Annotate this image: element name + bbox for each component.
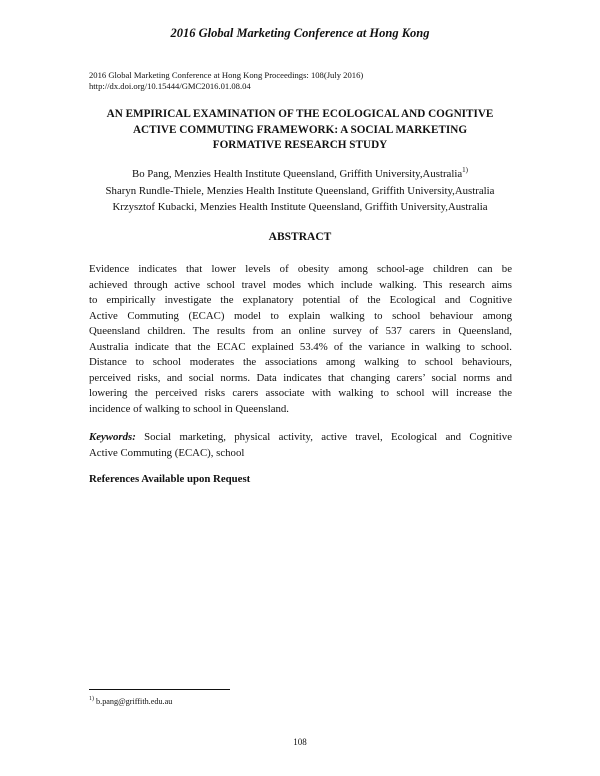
abstract-line: Evidence indicates that lower levels of obesity among school-age children can be [89, 263, 512, 275]
title-line: AN EMPIRICAL EXAMINATION OF THE ECOLOGICAL AND COGNITIVE [106, 108, 494, 120]
footnote-email: b.pang@griffith.edu.au [96, 697, 173, 706]
footnote [89, 697, 172, 706]
keywords-line [89, 430, 512, 446]
author-line: Krzysztof Kubacki, Menzies Health Institute Queensland, Griffith University,Australia [112, 201, 488, 213]
title-line: ACTIVE COMMUTING FRAMEWORK: A SOCIAL MARKETING [132, 123, 468, 136]
keywords-block [89, 430, 512, 461]
author-list [60, 166, 540, 216]
footnote-marker: 1) [462, 166, 468, 174]
abstract-line: perceived risks, and social norms. Data indicates that changing carers’ social norms and [89, 371, 512, 384]
abstract-line: lowering the perceived risks carers associate with walking to school will increase the [89, 387, 512, 399]
running-header: 2016 Global Marketing Conference at Hong Kong [170, 26, 430, 40]
abstract-line: Queensland children. The results from an online survey of 537 carers in Queensland, [89, 325, 512, 337]
author-affiliation: Bo Pang, Menzies Health Institute Queensland, Griffith University,Australia [132, 168, 463, 180]
keywords-text: Social marketing, physical activity, active travel, Ecological and Cognitive [144, 431, 513, 443]
abstract-line: Active Commuting (ECAC) model to explain walking to school behaviour among [89, 309, 512, 322]
footnote-divider [89, 689, 230, 690]
paper-title [60, 107, 540, 154]
references-note: References Available upon Request [89, 473, 251, 485]
abstract-line: Distance to school moderates the associations among walking to school behaviours, [89, 356, 512, 368]
abstract-line: achieved through active school travel modes which include walking. This research aims [89, 278, 512, 291]
abstract-line: incidence of walking to school in Queensland. [89, 402, 289, 415]
title-line: FORMATIVE RESEARCH STUDY [212, 139, 388, 151]
abstract-body [89, 262, 512, 417]
proceedings-citation: 2016 Global Marketing Conference at Hong Kong Proceedings: 108(July 2016) [89, 70, 364, 80]
abstract-line: Australia indicate that the ECAC explained 53.4% of the variance in walking to school. [89, 340, 512, 353]
abstract-heading: ABSTRACT [268, 231, 332, 243]
keywords-label: Keywords: [89, 431, 136, 443]
author-line [60, 166, 540, 183]
doi-link[interactable]: http://dx.doi.org/10.15444/GMC2016.01.08.04 [89, 81, 251, 91]
author-line: Sharyn Rundle-Thiele, Menzies Health Institute Queensland, Griffith University,Australia [105, 184, 495, 197]
footnote-marker: 1) [89, 696, 94, 702]
abstract-line: to empirically investigate the explanatory potential of the Ecological and Cognitive [89, 294, 512, 306]
page-number: 108 [293, 737, 307, 747]
keywords-line: Active Commuting (ECAC), school [89, 446, 245, 459]
